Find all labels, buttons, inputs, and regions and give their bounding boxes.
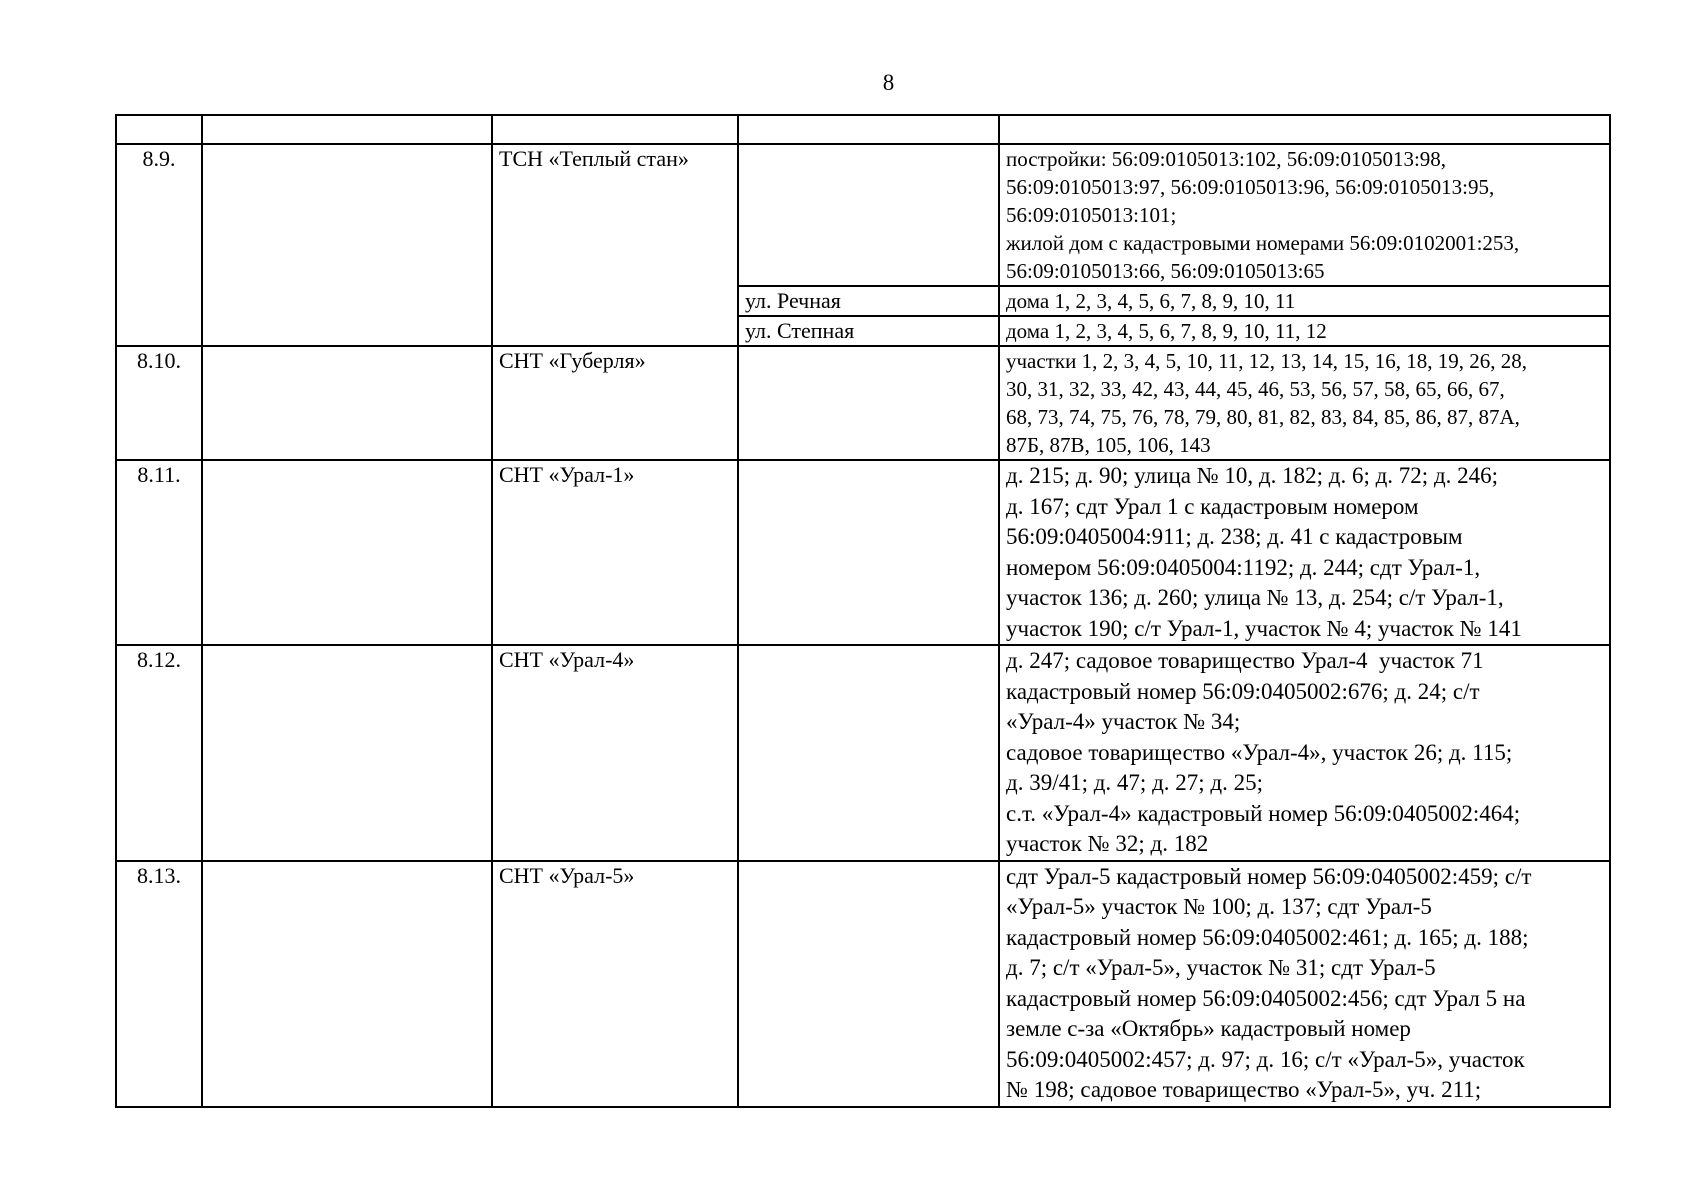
detail-line: д. 167; сдт Урал 1 с кадастровым номером (1006, 493, 1419, 519)
row-number: 8.13. (116, 861, 202, 1107)
detail-cell (999, 346, 1610, 460)
detail-line: д. 215; д. 90; улица № 10, д. 182; д. 6; д. 72; д. 246; (1006, 463, 1499, 488)
detail-line: 56:09:0405002:457; д. 97; д. 16; с/т «Урал-5», участок (1006, 1046, 1525, 1072)
address-table (115, 114, 1611, 1108)
header-cell (738, 115, 999, 144)
detail-line: постройки: 56:09:0105013:102, 56:09:0105013:98, (1006, 147, 1447, 171)
street-cell (738, 460, 999, 645)
empty-cell (202, 460, 492, 645)
organization-name: ТСН «Теплый стан» (492, 144, 738, 346)
detail-line: 56:09:0405004:911; д. 238; д. 41 с кадастровым (1006, 524, 1463, 549)
detail-line: с.т. «Урал-4» кадастровый номер 56:09:0405002:464; (1006, 800, 1521, 826)
detail-line: 56:09:0105013:97, 56:09:0105013:96, 56:09:0105013:95, (1006, 175, 1495, 199)
detail-line: участок 190; с/т Урал-1, участок № 4; участок № 141 (1006, 615, 1522, 641)
detail-line: кадастровый номер 56:09:0405002:461; д. 165; д. 188; (1006, 924, 1529, 950)
header-cell (116, 115, 202, 144)
empty-cell (202, 645, 492, 861)
empty-cell (202, 144, 492, 346)
empty-cell (202, 861, 492, 1107)
table-row (116, 346, 1610, 460)
detail-line: кадастровый номер 56:09:0405002:676; д. 24; с/т (1006, 678, 1480, 704)
detail-line: № 198; садовое товарищество «Урал-5», уч. 211; (1006, 1077, 1482, 1102)
header-cell (999, 115, 1610, 144)
detail-line: дома 1, 2, 3, 4, 5, 6, 7, 8, 9, 10, 11 (1006, 289, 1296, 313)
table-row (116, 645, 1610, 861)
detail-cell (999, 460, 1610, 645)
table-row (116, 144, 1610, 286)
street-cell (738, 346, 999, 460)
detail-cell (999, 286, 1610, 316)
detail-line: 87Б, 87В, 105, 106, 143 (1006, 433, 1211, 457)
street-cell (738, 861, 999, 1107)
table-header-row (116, 115, 1610, 144)
street-cell: ул. Речная (738, 286, 999, 316)
detail-cell (999, 144, 1610, 286)
row-number: 8.11. (116, 460, 202, 645)
street-cell: ул. Степная (738, 316, 999, 346)
street-cell (738, 144, 999, 286)
detail-cell (999, 316, 1610, 346)
detail-line: жилой дом с кадастровыми номерами 56:09:0102001:253, (1006, 231, 1520, 255)
row-number: 8.9. (116, 144, 202, 346)
detail-cell (999, 645, 1610, 861)
header-cell (492, 115, 738, 144)
row-number: 8.10. (116, 346, 202, 460)
detail-line: сдт Урал-5 кадастровый номер 56:09:0405002:459; с/т (1006, 863, 1532, 889)
detail-line: «Урал-4» участок № 34; (1006, 709, 1241, 734)
detail-line: участки 1, 2, 3, 4, 5, 10, 11, 12, 13, 14, 15, 16, 18, 19, 26, 28, (1006, 349, 1528, 373)
detail-line: д. 247; садовое товарищество Урал-4 участок 71 (1006, 648, 1484, 673)
detail-line: 56:09:0105013:66, 56:09:0105013:65 (1006, 259, 1325, 283)
detail-line: земле с-за «Октябрь» кадастровый номер (1006, 1016, 1411, 1041)
detail-line: «Урал-5» участок № 100; д. 137; сдт Урал-5 (1006, 894, 1432, 919)
detail-line: участок 136; д. 260; улица № 13, д. 254; с/т Урал-1, (1006, 585, 1504, 610)
detail-line: кадастровый номер 56:09:0405002:456; сдт Урал 5 на (1006, 985, 1526, 1011)
detail-line: 68, 73, 74, 75, 76, 78, 79, 80, 81, 82, 83, 84, 85, 86, 87, 87А, (1006, 405, 1520, 429)
table-row (116, 861, 1610, 1107)
detail-line: д. 39/41; д. 47; д. 27; д. 25; (1006, 770, 1264, 795)
page-number: 8 (882, 70, 895, 95)
detail-line: номером 56:09:0405004:1192; д. 244; сдт Урал-1, (1006, 554, 1481, 580)
header-cell (202, 115, 492, 144)
organization-name: СНТ «Урал-1» (492, 460, 738, 645)
detail-line: д. 7; с/т «Урал-5», участок № 31; сдт Урал-5 (1006, 955, 1436, 980)
organization-name: СНТ «Урал-5» (492, 861, 738, 1107)
row-number: 8.12. (116, 645, 202, 861)
table-row (116, 460, 1610, 645)
detail-line: участок № 32; д. 182 (1006, 831, 1209, 856)
detail-line: 30, 31, 32, 33, 42, 43, 44, 45, 46, 53, 56, 57, 58, 65, 66, 67, (1006, 377, 1505, 401)
organization-name: СНТ «Урал-4» (492, 645, 738, 861)
organization-name: СНТ «Губерля» (492, 346, 738, 460)
detail-line: дома 1, 2, 3, 4, 5, 6, 7, 8, 9, 10, 11, 12 (1006, 319, 1327, 343)
detail-line: 56:09:0105013:101; (1006, 203, 1177, 227)
detail-cell (999, 861, 1610, 1107)
detail-line: садовое товарищество «Урал-4», участок 26; д. 115; (1006, 739, 1513, 765)
empty-cell (202, 346, 492, 460)
street-cell (738, 645, 999, 861)
